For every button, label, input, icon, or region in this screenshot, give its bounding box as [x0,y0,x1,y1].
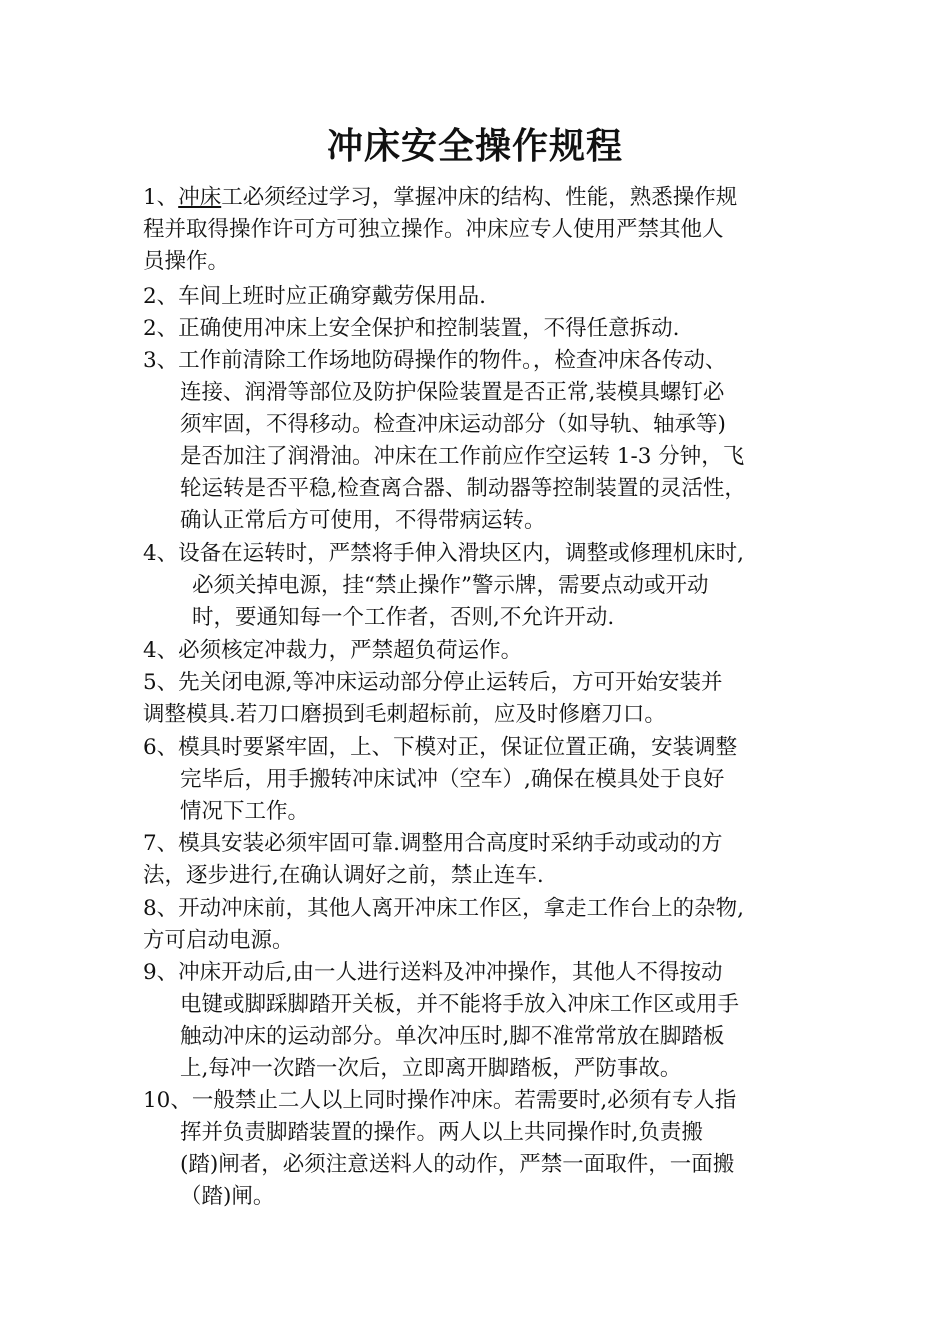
rule-line: 是否加注了润滑油。冲床在工作前应作空运转 1-3 分钟，飞 [180,444,745,469]
rule-line: 轮运转是否平稳,检查离合器、制动器等控制装置的灵活性， [180,476,746,501]
rule-number: 1、 [143,185,179,210]
rule-line: 情况下工作。 [180,799,310,824]
rule-line: 法，逐步进行,在确认调好之前，禁止连车. [143,863,544,888]
rule-line: 调整模具.若刀口磨损到毛刺超标前，应及时修磨刀口。 [143,702,666,727]
rule-line: 6、模具时要紧牢固，上、下模对正，保证位置正确，安装调整 [143,735,738,760]
rule-line: 7、模具安装必须牢固可靠.调整用合高度时采纳手动或动的方 [143,831,723,856]
rule-line: 2、正确使用冲床上安全保护和控制装置，不得任意拆动. [143,316,680,341]
rule-line: 员操作。 [143,249,230,274]
rule-line: 9、冲床开动后,由一人进行送料及冲冲操作，其他人不得按动 [143,960,723,985]
rule-line: 电键或脚踩脚踏开关板，并不能将手放入冲床工作区或用手 [180,992,740,1017]
rule-line: 必须关掉电源，挂“禁止操作”警示牌，需要点动或开动 [192,573,709,598]
rule-line: 10、一般禁止二人以上同时操作冲床。若需要时,必须有专人指 [143,1088,737,1113]
rule-line: 触动冲床的运动部分。单次冲压时,脚不准常常放在脚踏板 [180,1024,725,1049]
underlined-term: 冲床 [178,185,222,210]
rule-line: 2、车间上班时应正确穿戴劳保用品. [143,284,487,309]
rule-line: (踏)闸者，必须注意送料人的动作，严禁一面取件，一面搬 [180,1152,735,1177]
rule-line: 完毕后，用手搬转冲床试冲（空车）,确保在模具处于良好 [180,767,725,792]
rule-line: （踏)闸。 [180,1184,275,1209]
rule-line: 5、先关闭电源,等冲床运动部分停止运转后，方可开始安装并 [143,670,723,695]
document-title: 冲床安全操作规程 [326,126,623,167]
rule-line: 须牢固，不得移动。检查冲床运动部分（如导轨、轴承等) [180,412,726,437]
rule-line: 4、设备在运转时，严禁将手伸入滑块区内，调整或修理机床时, [143,541,745,566]
rule-line: 时，要通知每一个工作者，否则,不允许开动. [192,605,615,630]
rule-line: 3、工作前清除工作场地防碍操作的物件。，检查冲床各传动、 [143,348,727,373]
rule-line [143,182,737,214]
rule-line: 挥并负责脚踏装置的操作。两人以上共同操作时,负责搬 [180,1120,703,1145]
rule-line: 上,每冲一次踏一次后，立即离开脚踏板，严防事故。 [180,1056,682,1081]
rule-line: 连接、润滑等部位及防护保险装置是否正常,装模具螺钉必 [180,380,725,405]
rule-line: 程并取得操作许可方可独立操作。冲床应专人使用严禁其他人 [143,217,724,242]
rule-line: 4、必须核定冲裁力，严禁超负荷运作。 [143,638,523,663]
rule-text: 工必须经过学习，掌握冲床的结构、性能，熟悉操作规 [221,185,738,210]
rule-line: 方可启动电源。 [143,928,294,953]
rule-line: 确认正常后方可使用，不得带病运转。 [180,508,546,533]
rule-line: 8、开动冲床前，其他人离开冲床工作区，拿走工作台上的杂物, [143,896,745,921]
